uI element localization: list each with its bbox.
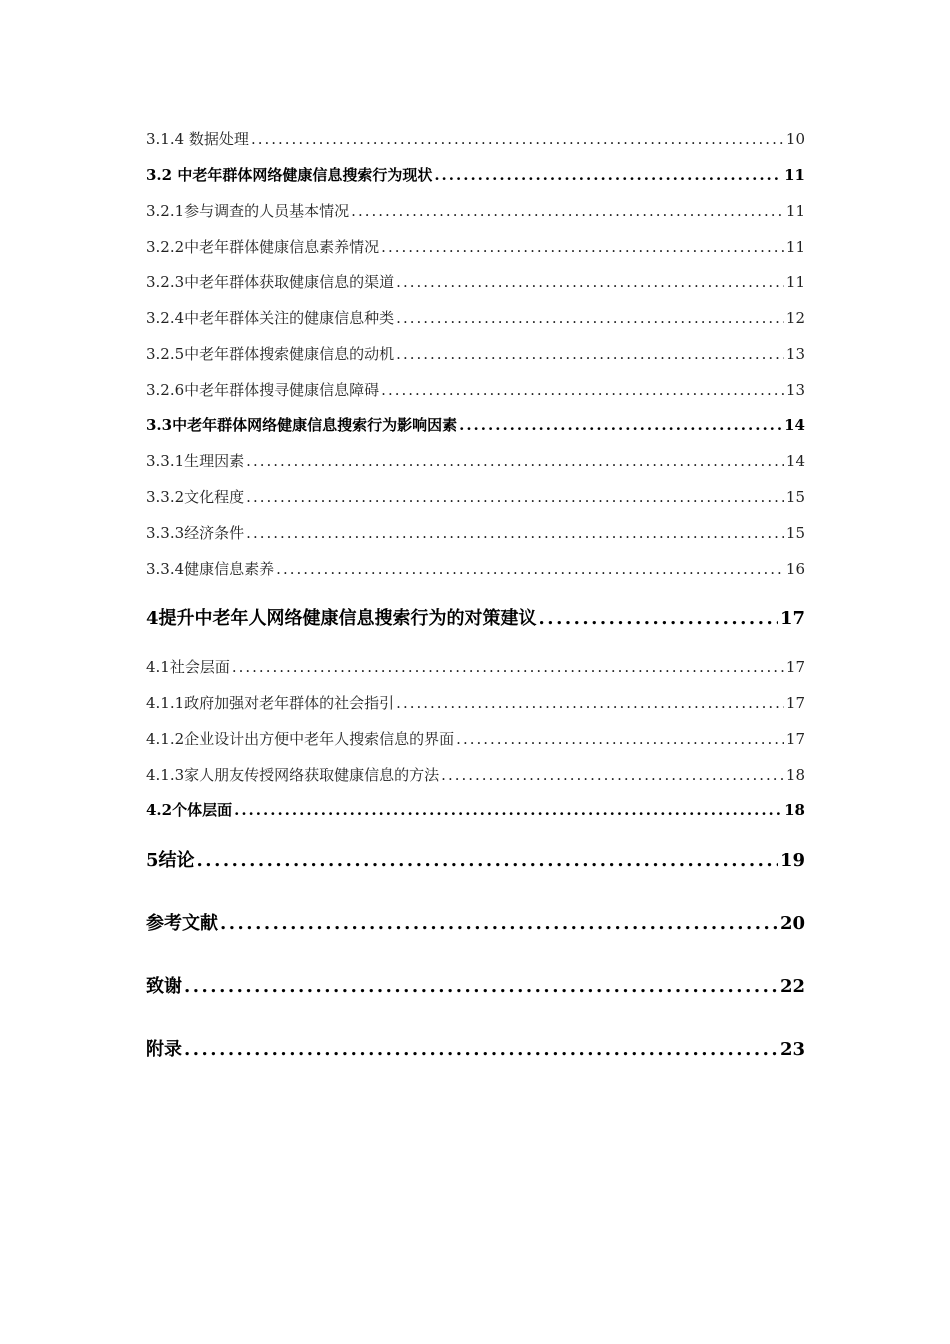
- toc-entry-label: 3.3中老年群体网络健康信息搜索行为影响因素: [146, 416, 458, 434]
- toc-leader-dots: [184, 1039, 778, 1060]
- toc-entry-label: 3.2 中老年群体网络健康信息搜索行为现状: [146, 166, 433, 184]
- toc-entry[interactable]: [146, 909, 805, 935]
- toc-leader-dots: [459, 416, 782, 434]
- toc-entry-label: 3.2.5中老年群体搜索健康信息的动机: [146, 345, 395, 363]
- toc-entry-label: 3.3.4健康信息素养: [146, 560, 275, 578]
- toc-entry[interactable]: [146, 846, 805, 872]
- toc-entry-page-number: 20: [779, 913, 805, 934]
- toc-leader-dots: [197, 850, 778, 871]
- toc-leader-dots: [441, 766, 784, 784]
- toc-entry-page-number: 17: [785, 694, 805, 712]
- toc-leader-dots: [396, 273, 784, 291]
- toc-entry[interactable]: [146, 307, 805, 328]
- toc-entry-label: 3.2.6中老年群体搜寻健康信息障碍: [146, 381, 380, 399]
- toc-entry-label: 3.3.2文化程度: [146, 488, 245, 506]
- toc-entry-label: 3.1.4 数据处理: [146, 130, 249, 148]
- toc-entry-label: 3.2.1参与调查的人员基本情况: [146, 202, 350, 220]
- toc-leader-dots: [396, 694, 784, 712]
- toc-leader-dots: [539, 608, 778, 629]
- toc-entry-label: 3.2.4中老年群体关注的健康信息种类: [146, 309, 395, 327]
- toc-entry[interactable]: [146, 604, 805, 630]
- toc-entry-page-number: 17: [785, 658, 805, 676]
- toc-entry[interactable]: [146, 271, 805, 292]
- toc-leader-dots: [434, 166, 782, 184]
- toc-entry-page-number: 18: [785, 766, 805, 784]
- toc-leader-dots: [381, 381, 784, 399]
- toc-leader-dots: [220, 913, 778, 934]
- toc-leader-dots: [232, 658, 784, 676]
- toc-entry[interactable]: [146, 200, 805, 221]
- toc-entry-label: 附录: [146, 1039, 182, 1060]
- toc-entry-label: 4.1.3家人朋友传授网络获取健康信息的方法: [146, 766, 440, 784]
- toc-entry-page-number: 15: [785, 524, 805, 542]
- toc-entry[interactable]: [146, 164, 805, 185]
- toc-entry[interactable]: [146, 379, 805, 400]
- toc-entry[interactable]: [146, 343, 805, 364]
- toc-entry[interactable]: [146, 486, 805, 507]
- toc-leader-dots: [381, 238, 784, 256]
- toc-entry-page-number: 10: [785, 130, 805, 148]
- toc-entry-label: 4.2个体层面: [146, 801, 233, 819]
- toc-entry-label: 4.1.2企业设计出方便中老年人搜索信息的界面: [146, 730, 455, 748]
- toc-leader-dots: [184, 976, 778, 997]
- toc-entry-page-number: 13: [785, 345, 805, 363]
- toc-entry-page-number: 11: [784, 166, 805, 184]
- toc-entry-page-number: 11: [785, 202, 805, 220]
- toc-leader-dots: [396, 345, 784, 363]
- toc-entry-page-number: 15: [785, 488, 805, 506]
- toc-entry[interactable]: [146, 236, 805, 257]
- toc-entry-page-number: 19: [779, 850, 805, 871]
- toc-entry-label: 3.2.2中老年群体健康信息素养情况: [146, 238, 380, 256]
- toc-entry[interactable]: [146, 414, 805, 435]
- toc-entry-page-number: 13: [785, 381, 805, 399]
- toc-entry-label: 3.2.3中老年群体获取健康信息的渠道: [146, 273, 395, 291]
- toc-entry-page-number: 18: [784, 801, 805, 819]
- toc-entry-label: 参考文献: [146, 913, 218, 934]
- toc-entry[interactable]: [146, 522, 805, 543]
- toc-entry[interactable]: [146, 799, 805, 820]
- toc-entry-page-number: 14: [784, 416, 805, 434]
- toc-leader-dots: [396, 309, 784, 327]
- toc-leader-dots: [234, 801, 782, 819]
- toc-entry[interactable]: [146, 450, 805, 471]
- toc-entry[interactable]: [146, 972, 805, 998]
- toc-entry[interactable]: [146, 558, 805, 579]
- toc-leader-dots: [246, 488, 784, 506]
- toc-entry-label: 4.1社会层面: [146, 658, 230, 676]
- toc-leader-dots: [351, 202, 784, 220]
- toc-entry-label: 致谢: [146, 976, 182, 997]
- toc-entry-page-number: 11: [785, 238, 805, 256]
- toc-entry-label: 5结论: [146, 850, 195, 871]
- toc-entry-page-number: 17: [785, 730, 805, 748]
- toc-entry-page-number: 17: [779, 608, 805, 629]
- toc-leader-dots: [251, 130, 784, 148]
- toc-leader-dots: [276, 560, 784, 578]
- toc-entry-page-number: 11: [785, 273, 805, 291]
- toc-leader-dots: [246, 524, 784, 542]
- toc-entry[interactable]: [146, 1035, 805, 1061]
- toc-entry[interactable]: [146, 764, 805, 785]
- toc-entry[interactable]: [146, 128, 805, 149]
- toc-entry-label: 4.1.1政府加强对老年群体的社会指引: [146, 694, 395, 712]
- toc-leader-dots: [456, 730, 784, 748]
- toc-entry-page-number: 14: [785, 452, 805, 470]
- toc-entry[interactable]: [146, 692, 805, 713]
- toc-entry-page-number: 22: [779, 976, 805, 997]
- toc-entry[interactable]: [146, 656, 805, 677]
- toc-entry[interactable]: [146, 728, 805, 749]
- toc-entry-page-number: 23: [779, 1039, 805, 1060]
- toc-leader-dots: [246, 452, 784, 470]
- toc-entry-page-number: 12: [785, 309, 805, 327]
- toc-entry-page-number: 16: [785, 560, 805, 578]
- toc-entry-label: 3.3.1生理因素: [146, 452, 245, 470]
- toc-entry-label: 3.3.3经济条件: [146, 524, 245, 542]
- toc-entry-label: 4提升中老年人网络健康信息搜索行为的对策建议: [146, 608, 537, 629]
